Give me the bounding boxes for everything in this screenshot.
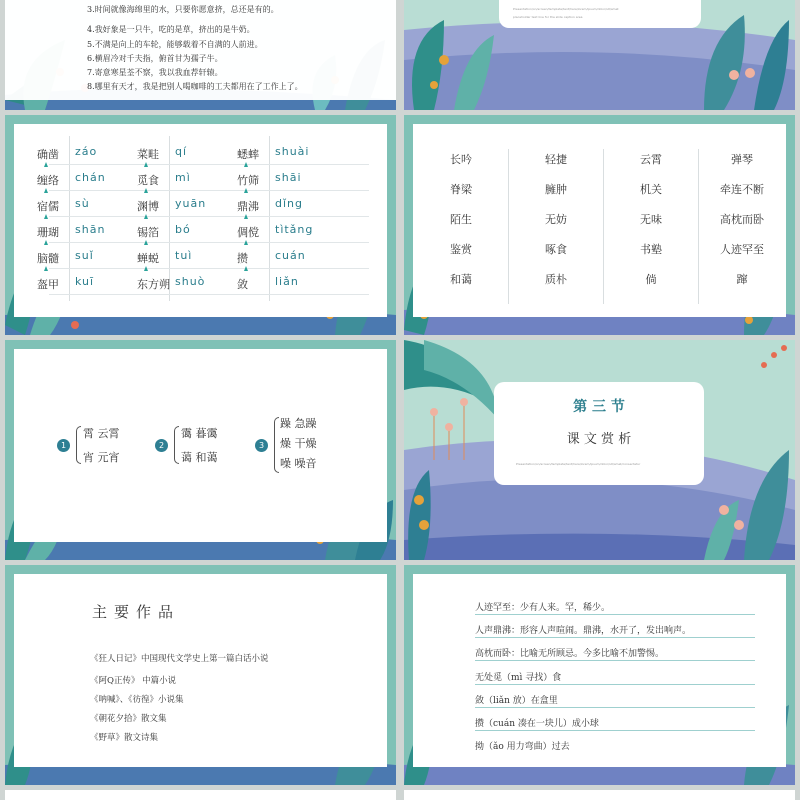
row-marker	[144, 188, 148, 193]
row-marker	[244, 240, 248, 245]
vocab-word: 蹿	[736, 273, 748, 286]
slide-quotes[interactable]	[5, 0, 396, 110]
vocab-word: 无味	[640, 213, 662, 226]
pinyin: chán	[75, 171, 106, 184]
slide-homophones[interactable]	[5, 340, 396, 560]
works-item: 《朝花夕拾》散文集	[90, 714, 167, 724]
caption-tiny: placeholder text line for the slide caption area	[513, 15, 583, 19]
title-card	[499, 0, 701, 28]
pinyin: kuī	[75, 275, 95, 288]
vocab-word: 缠络	[37, 174, 59, 187]
definition-line: 无处觅（mì 寻找）食	[475, 673, 562, 683]
slide-section-title[interactable]	[404, 340, 795, 560]
row-marker	[144, 214, 148, 219]
vocab-word: 长吟	[450, 153, 472, 166]
pinyin: shāi	[275, 171, 302, 184]
group-number-badge: 1	[57, 439, 70, 452]
row-marker	[44, 162, 48, 167]
group-number-badge: 2	[155, 439, 168, 452]
row-marker	[244, 214, 248, 219]
vocab-word: 珊瑚	[37, 226, 59, 239]
vocab-word: 菜畦	[137, 148, 159, 161]
vocab-word: 倘	[645, 273, 657, 286]
quote-line: 5.不满是向上的车轮，能够载着不自满的人前进。	[87, 40, 263, 49]
slide-pinyin[interactable]	[5, 115, 396, 335]
vocab-word: 轻捷	[545, 153, 567, 166]
vocab-word: 高枕而卧	[720, 213, 764, 226]
vocab-word: 人迹罕至	[720, 243, 764, 256]
definition-line: 高枕而卧：比喻无所顾忌。今多比喻不加警惕。	[475, 649, 665, 659]
content-panel	[413, 574, 786, 767]
pinyin: suǐ	[75, 249, 94, 262]
pinyin: qí	[175, 145, 188, 158]
works-item: 《呐喊》、《彷徨》小说集	[90, 695, 184, 705]
quote-line: 4.我好象是一只牛，吃的是草，挤出的是牛奶。	[87, 25, 255, 34]
row-marker	[44, 188, 48, 193]
vocab-word: 牵连不断	[720, 183, 764, 196]
definition-line: 攒（cuán 凑在一块儿）成小球	[475, 719, 599, 729]
pinyin: záo	[75, 145, 98, 158]
vocab-word: 鉴赏	[450, 243, 472, 256]
content-panel	[14, 349, 387, 542]
vocab-word: 蝉蜕	[137, 252, 159, 265]
vocab-word: 觅食	[137, 174, 159, 187]
vocab-word: 盔甲	[37, 278, 59, 291]
pinyin: sù	[75, 197, 90, 210]
works-item: 《阿Q正传》 中篇小说	[90, 676, 177, 686]
homophone-pair: 霄 云霄	[83, 427, 120, 440]
row-marker	[144, 162, 148, 167]
section-card	[494, 382, 704, 485]
vocab-word: 啄食	[545, 243, 567, 256]
section-subtitle: 课 文 赏 析	[566, 432, 632, 447]
homophone-pair: 躁 急躁	[280, 417, 317, 430]
row-marker	[244, 266, 248, 271]
vocab-word: 鼎沸	[237, 200, 259, 213]
vocab-word: 渊博	[137, 200, 159, 213]
pinyin: liǎn	[275, 275, 299, 288]
vocab-word: 弹琴	[731, 153, 753, 166]
homophone-pair: 宵 元宵	[83, 451, 120, 464]
vocab-word: 攒	[237, 252, 248, 265]
vocab-word: 东方朔	[137, 278, 170, 291]
slide-next-partial[interactable]	[404, 790, 795, 800]
quote-line: 3.时间就像海绵里的水，只要你愿意挤，总还是有的。	[87, 5, 279, 14]
row-marker	[144, 240, 148, 245]
slide-next-partial[interactable]	[5, 790, 396, 800]
vocab-word: 云霄	[640, 153, 662, 166]
definition-line: 拗（ǎo 用力弯曲）过去	[475, 742, 570, 752]
works-item: 《狂人日记》中国现代文学史上第一篇白话小说	[90, 654, 269, 664]
row-marker	[244, 162, 248, 167]
vocab-word: 陌生	[450, 213, 472, 226]
slide-vocabulary[interactable]	[404, 115, 795, 335]
works-title: 主要作品	[92, 603, 181, 621]
definition-line: 人声鼎沸：形容人声喧闹。鼎沸，水开了，发出响声。	[475, 626, 692, 636]
pinyin: tuì	[175, 249, 193, 262]
row-marker	[44, 240, 48, 245]
pinyin: shuài	[275, 145, 310, 158]
group-number-badge: 3	[255, 439, 268, 452]
vocab-word: 竹筛	[237, 174, 259, 187]
homophone-pair: 噪 噪音	[280, 457, 317, 470]
slide-definitions[interactable]	[404, 565, 795, 785]
pinyin: yuān	[175, 197, 207, 210]
quote-line: 8.哪里有天才，我是把别人喝咖啡的工夫都用在了工作上了。	[87, 82, 303, 91]
vocab-word: 脑髓	[37, 252, 59, 265]
pinyin: tìtǎng	[275, 223, 314, 236]
vocab-word: 臃肿	[545, 183, 567, 196]
vocab-word: 倜傥	[237, 226, 259, 239]
homophone-pair: 燥 干燥	[280, 437, 317, 450]
slide-title-fragment[interactable]	[404, 0, 795, 110]
caption-tiny: Presentation/on/screen/template/text/here/lorem/ipsum/dolor/sit/amet/consectetur	[516, 462, 641, 466]
row-marker	[244, 188, 248, 193]
vocab-word: 书塾	[640, 243, 662, 256]
content-panel	[5, 0, 396, 100]
vocab-word: 机关	[640, 183, 662, 196]
vocab-word: 质朴	[545, 273, 567, 286]
pinyin: mì	[175, 171, 191, 184]
slide-major-works[interactable]	[5, 565, 396, 785]
vocab-word: 宿儒	[37, 200, 59, 213]
section-number: 第 三 节	[573, 399, 625, 415]
quote-line: 7.寄意寒星荃不察，我以我血荐轩辕。	[87, 68, 223, 77]
content-panel	[14, 574, 387, 767]
definition-line: 人迹罕至：少有人来。罕，稀少。	[475, 603, 611, 613]
row-marker	[144, 266, 148, 271]
vocab-word: 无妨	[545, 213, 567, 226]
quote-line: 6.横眉冷对千夫指，俯首甘为孺子牛。	[87, 54, 223, 63]
works-item: 《野草》散文诗集	[90, 733, 159, 743]
caption-tiny: Presentation/on/screen/template/text/here/lorem/ipsum/dolor/sit/amet	[513, 7, 619, 11]
content-panel	[413, 124, 786, 317]
row-marker	[44, 214, 48, 219]
vocab-word: 锡箔	[137, 226, 159, 239]
pinyin: shān	[75, 223, 106, 236]
vocab-word: 和蔼	[450, 273, 472, 286]
homophone-pair: 蔼 和蔼	[181, 451, 218, 464]
vocab-word: 确凿	[37, 148, 59, 161]
content-panel	[14, 124, 387, 317]
pinyin: shuò	[175, 275, 206, 288]
vocab-word: 蟋蟀	[237, 148, 259, 161]
vocab-word: 脊梁	[450, 183, 472, 196]
definition-line: 敛（liǎn 放）在盒里	[475, 696, 558, 706]
vocab-word: 敛	[237, 278, 248, 291]
pinyin: cuán	[275, 249, 306, 262]
row-marker	[44, 266, 48, 271]
homophone-pair: 霭 暮霭	[181, 427, 218, 440]
pinyin: dǐng	[275, 197, 303, 210]
pinyin: bó	[175, 223, 191, 236]
